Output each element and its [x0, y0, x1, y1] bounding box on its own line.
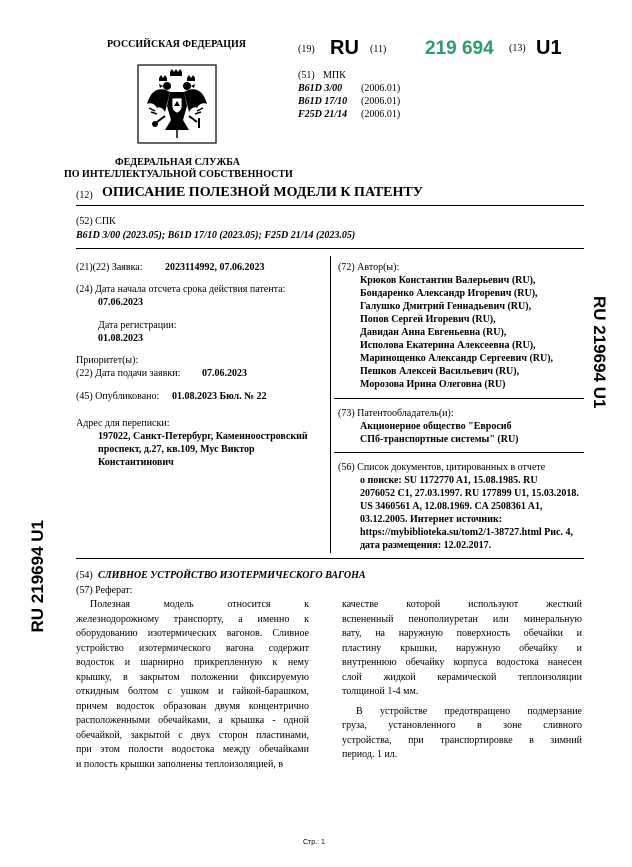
author-item: Пешков Алексей Васильевич (RU), — [360, 366, 520, 377]
abstract-line: откидным болтом с ушком и гайкой-барашком, — [76, 686, 309, 697]
spk-divider — [76, 248, 584, 249]
ipc-class-2-version: (2006.01) — [361, 96, 401, 107]
abstract-line: крышку, в закрытом положении фиксируемую — [76, 671, 309, 683]
code-11: (11) — [370, 44, 387, 55]
title-code: (12) — [76, 190, 93, 201]
term-value: 07.06.2023 — [98, 297, 143, 308]
country-code: RU — [330, 37, 359, 59]
abstract-line: вату, на наружную поверхность обечайки и — [342, 628, 582, 639]
owner-line: Акционерное общество "Евросиб — [360, 421, 512, 432]
owner-block — [360, 420, 519, 446]
address-line: Константинович — [98, 457, 174, 468]
biblio-divider — [76, 558, 584, 559]
owner-divider — [334, 452, 584, 453]
priority-label: Приоритет(ы): — [76, 355, 139, 366]
address-line: 197022, Санкт-Петербург, Каменноостровский — [98, 431, 308, 442]
published-value: 01.08.2023 Бюл. № 22 — [172, 391, 267, 402]
author-item: Давидан Анна Евгеньевна (RU), — [360, 327, 507, 338]
filing-label: (22) Дата подачи заявки: — [76, 368, 181, 379]
authors-list — [360, 274, 553, 391]
address-block — [98, 430, 308, 469]
mpk-code: (51) — [298, 70, 315, 81]
filing-value: 07.06.2023 — [202, 368, 247, 379]
term-label: (24) Дата начала отсчета срока действия патента: — [76, 284, 286, 295]
author-item: Морозова Ирина Олеговна (RU) — [360, 379, 506, 390]
owner-line: СПб-транспортные системы" (RU) — [360, 434, 519, 445]
ipc-class-3-version: (2006.01) — [361, 109, 401, 120]
abstract-line: слой жидкой керамической теплоизоляции — [342, 671, 582, 683]
abstract-line: груза, установленного в зоне сливного — [342, 720, 582, 731]
abstract-line: обечайкой, закрытой с двух сторон пластинами, — [76, 729, 309, 741]
agency-name-line1: ФЕДЕРАЛЬНАЯ СЛУЖБА — [115, 157, 240, 168]
abstract-line: В устройстве предотвращено подмерзание — [356, 705, 582, 717]
ipc-class-1-code: B61D 3/00 — [298, 83, 343, 94]
authors-label: (72) Автор(ы): — [338, 262, 400, 273]
ipc-class-2-code: B61D 17/10 — [298, 96, 348, 107]
patent-kind: U1 — [536, 37, 562, 59]
abstract-line: устройство изотермического вагона содержит — [76, 642, 309, 654]
abstract-line: и полость крышки заполнены теплоизоляцией, в — [76, 758, 284, 770]
abstract-line: оборудованию изотермических вагонов. Сливное — [76, 628, 309, 639]
column-divider — [330, 256, 331, 553]
ipc-class-1 — [298, 82, 401, 95]
author-item: Крюков Константин Валерьевич (RU), — [360, 275, 536, 286]
author-item: Исполова Екатерина Алексеевна (RU), — [360, 340, 536, 351]
abstract-line: железнодорожному транспорту, а именно к — [76, 613, 309, 625]
patent-number: 219 694 — [425, 38, 494, 59]
abstract-line: Полезная модель относится к — [90, 599, 309, 610]
cited-docs-block — [360, 474, 579, 552]
abstract-line: период. 1 ил. — [342, 749, 398, 760]
abstract-line: устройства, при транспортировке в зимний — [342, 734, 582, 746]
abstract-line: толщиной 1-4 мм. — [342, 686, 419, 697]
registration-label: Дата регистрации: — [98, 320, 177, 331]
author-item: Бондаренко Александр Игоревич (RU), — [360, 288, 538, 299]
document-title: ОПИСАНИЕ ПОЛЕЗНОЙ МОДЕЛИ К ПАТЕНТУ — [102, 185, 424, 200]
application-value: 2023114992, 07.06.2023 — [165, 262, 265, 273]
ipc-class-3-code: F25D 21/14 — [298, 109, 348, 120]
cited-doc-line: https://mybiblioteka.su/tom2/1-38727.html Рис. 4, — [360, 527, 573, 538]
cited-doc-line: о поиске: SU 1172770 A1, 15.08.1985. RU — [360, 475, 538, 486]
side-patent-label-left: RU 219694 U1 — [28, 520, 47, 633]
coat-of-arms-emblem — [137, 64, 217, 144]
address-line: проспект, д.27, кв.109, Мус Виктор — [98, 444, 255, 455]
author-item: Попов Сергей Игоревич (RU), — [360, 314, 496, 325]
published-label: (45) Опубликовано: — [76, 391, 160, 402]
cited-doc-line: 03.12.2005. Интернет источник: — [360, 514, 503, 525]
cited-docs-label: (56) Список документов, цитированных в отчете — [338, 462, 546, 473]
utility-model-title: СЛИВНОЕ УСТРОЙСТВО ИЗОТЕРМИЧЕСКОГО ВАГОНА — [98, 570, 366, 581]
spk-label: (52) СПК — [76, 216, 116, 227]
title-divider — [76, 205, 584, 206]
registration-value: 01.08.2023 — [98, 333, 143, 344]
spk-value: B61D 3/00 (2023.05); B61D 17/10 (2023.05); F25D 21/14 (2023.05) — [76, 230, 356, 241]
cited-doc-line: 2076052 C1, 27.03.1997. RU 177899 U1, 15.03.2018. — [360, 488, 579, 499]
side-patent-label-right: RU 219694 U1 — [590, 296, 609, 409]
abstract-line: внутреннюю обечайку корпуса водостока нанесен — [342, 657, 582, 668]
abstract-label: (57) Реферат: — [76, 585, 133, 596]
abstract-line: вспененный пенополиуретан или минеральную — [342, 613, 582, 625]
abstract-right-column — [342, 598, 582, 763]
abstract-line: при этом полости водостока между обечайками — [76, 744, 309, 755]
authors-divider — [334, 398, 584, 399]
utility-title-code: (54) — [76, 570, 93, 581]
ipc-class-3 — [298, 108, 401, 121]
abstract-line: водосток и шарнирно прикрепленную к нему — [76, 657, 309, 668]
author-item: Маринощенко Александр Сергеевич (RU), — [360, 353, 554, 364]
abstract-line: причем водосток образован двумя концентрично — [76, 700, 309, 712]
code-13: (13) — [509, 43, 526, 54]
mpk-label: МПК — [323, 70, 346, 81]
code-19: (19) — [298, 44, 315, 55]
cited-doc-line: дата размещения: 12.02.2017. — [360, 540, 492, 551]
abstract-line: качестве которой используют жесткий — [342, 599, 582, 610]
page-number: Стр.: 1 — [303, 839, 325, 846]
abstract-left-column — [76, 598, 309, 772]
abstract-line: пластину крышки, наружную обечайку и — [342, 642, 582, 654]
ipc-class-1-version: (2006.01) — [361, 83, 401, 94]
application-label: (21)(22) Заявка: — [76, 262, 143, 273]
country-name: РОССИЙСКАЯ ФЕДЕРАЦИЯ — [107, 39, 247, 50]
author-item: Галушко Дмитрий Геннадьевич (RU), — [360, 301, 532, 312]
address-label: Адрес для переписки: — [76, 418, 170, 429]
cited-doc-line: US 3460561 A, 12.08.1969. CA 2508361 A1, — [360, 501, 543, 512]
ipc-class-2 — [298, 95, 401, 108]
owner-label: (73) Патентообладатель(и): — [338, 408, 454, 419]
agency-name-line2: ПО ИНТЕЛЛЕКТУАЛЬНОЙ СОБСТВЕННОСТИ — [64, 169, 293, 180]
abstract-line: расположенными обечайками, а крышка - одной — [76, 715, 309, 726]
